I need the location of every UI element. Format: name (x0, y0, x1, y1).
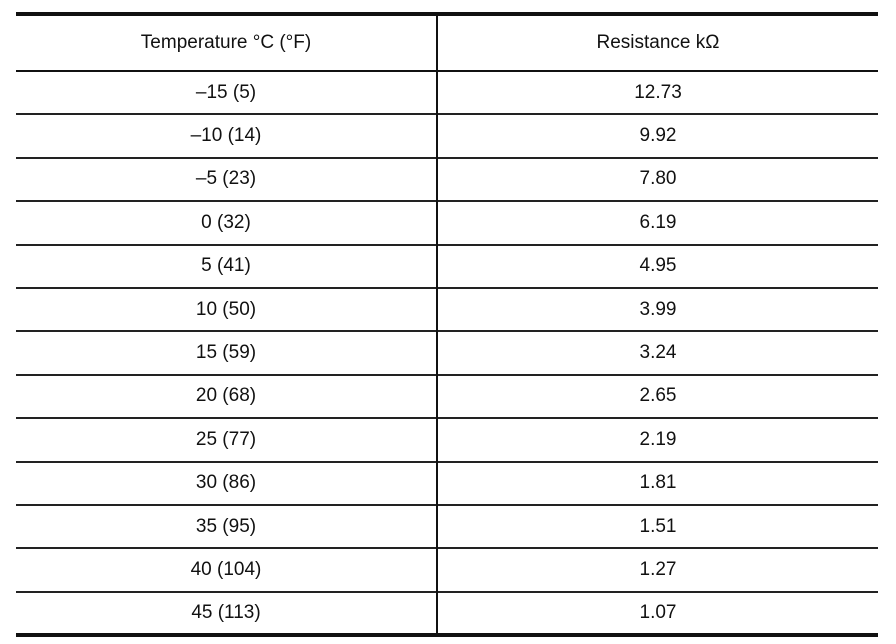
temperature-cell: –10 (14) (16, 114, 437, 157)
table-header (16, 14, 878, 71)
temperature-cell: 10 (50) (16, 288, 437, 331)
temperature-cell: 0 (32) (16, 201, 437, 244)
resistance-table-sheet (16, 12, 878, 637)
table-row (16, 245, 878, 288)
resistance-cell: 6.19 (639, 211, 677, 233)
resistance-cell: 7.80 (639, 168, 677, 190)
table-row (16, 462, 878, 505)
table-body (16, 71, 878, 635)
resistance-cell: 1.51 (639, 515, 677, 537)
temperature-cell: 35 (95) (16, 505, 437, 548)
table-row (16, 288, 878, 331)
table-row (16, 505, 878, 548)
table-row (16, 331, 878, 374)
resistance-cell: 3.24 (639, 342, 677, 364)
temperature-cell: –15 (5) (16, 71, 437, 114)
temperature-resistance-table (16, 12, 878, 637)
header-row (16, 14, 878, 71)
resistance-cell: 2.65 (639, 385, 677, 407)
temperature-cell: 40 (104) (16, 548, 437, 591)
resistance-cell: 1.81 (639, 472, 677, 494)
resistance-cell: 2.19 (639, 428, 677, 450)
table-row (16, 375, 878, 418)
table-row (16, 71, 878, 114)
temperature-cell: –5 (23) (16, 158, 437, 201)
temperature-cell: 25 (77) (16, 418, 437, 461)
table-row (16, 201, 878, 244)
table-row (16, 158, 878, 201)
resistance-cell: 12.73 (634, 81, 682, 103)
resistance-cell: 3.99 (639, 298, 677, 320)
resistance-column-header: Resistance kΩ (596, 32, 720, 53)
resistance-cell: 9.92 (639, 125, 677, 147)
temperature-cell: 30 (86) (16, 462, 437, 505)
temperature-cell: 20 (68) (16, 375, 437, 418)
temperature-column-header: Temperature °C (°F) (16, 14, 437, 71)
table-row (16, 418, 878, 461)
resistance-cell: 4.95 (639, 255, 677, 277)
temperature-cell: 15 (59) (16, 331, 437, 374)
table-row (16, 114, 878, 157)
resistance-cell: 1.07 (639, 601, 677, 623)
table-row (16, 548, 878, 591)
temperature-cell: 5 (41) (16, 245, 437, 288)
temperature-cell: 45 (113) (16, 592, 437, 635)
resistance-cell: 1.27 (639, 558, 677, 580)
table-row (16, 592, 878, 635)
